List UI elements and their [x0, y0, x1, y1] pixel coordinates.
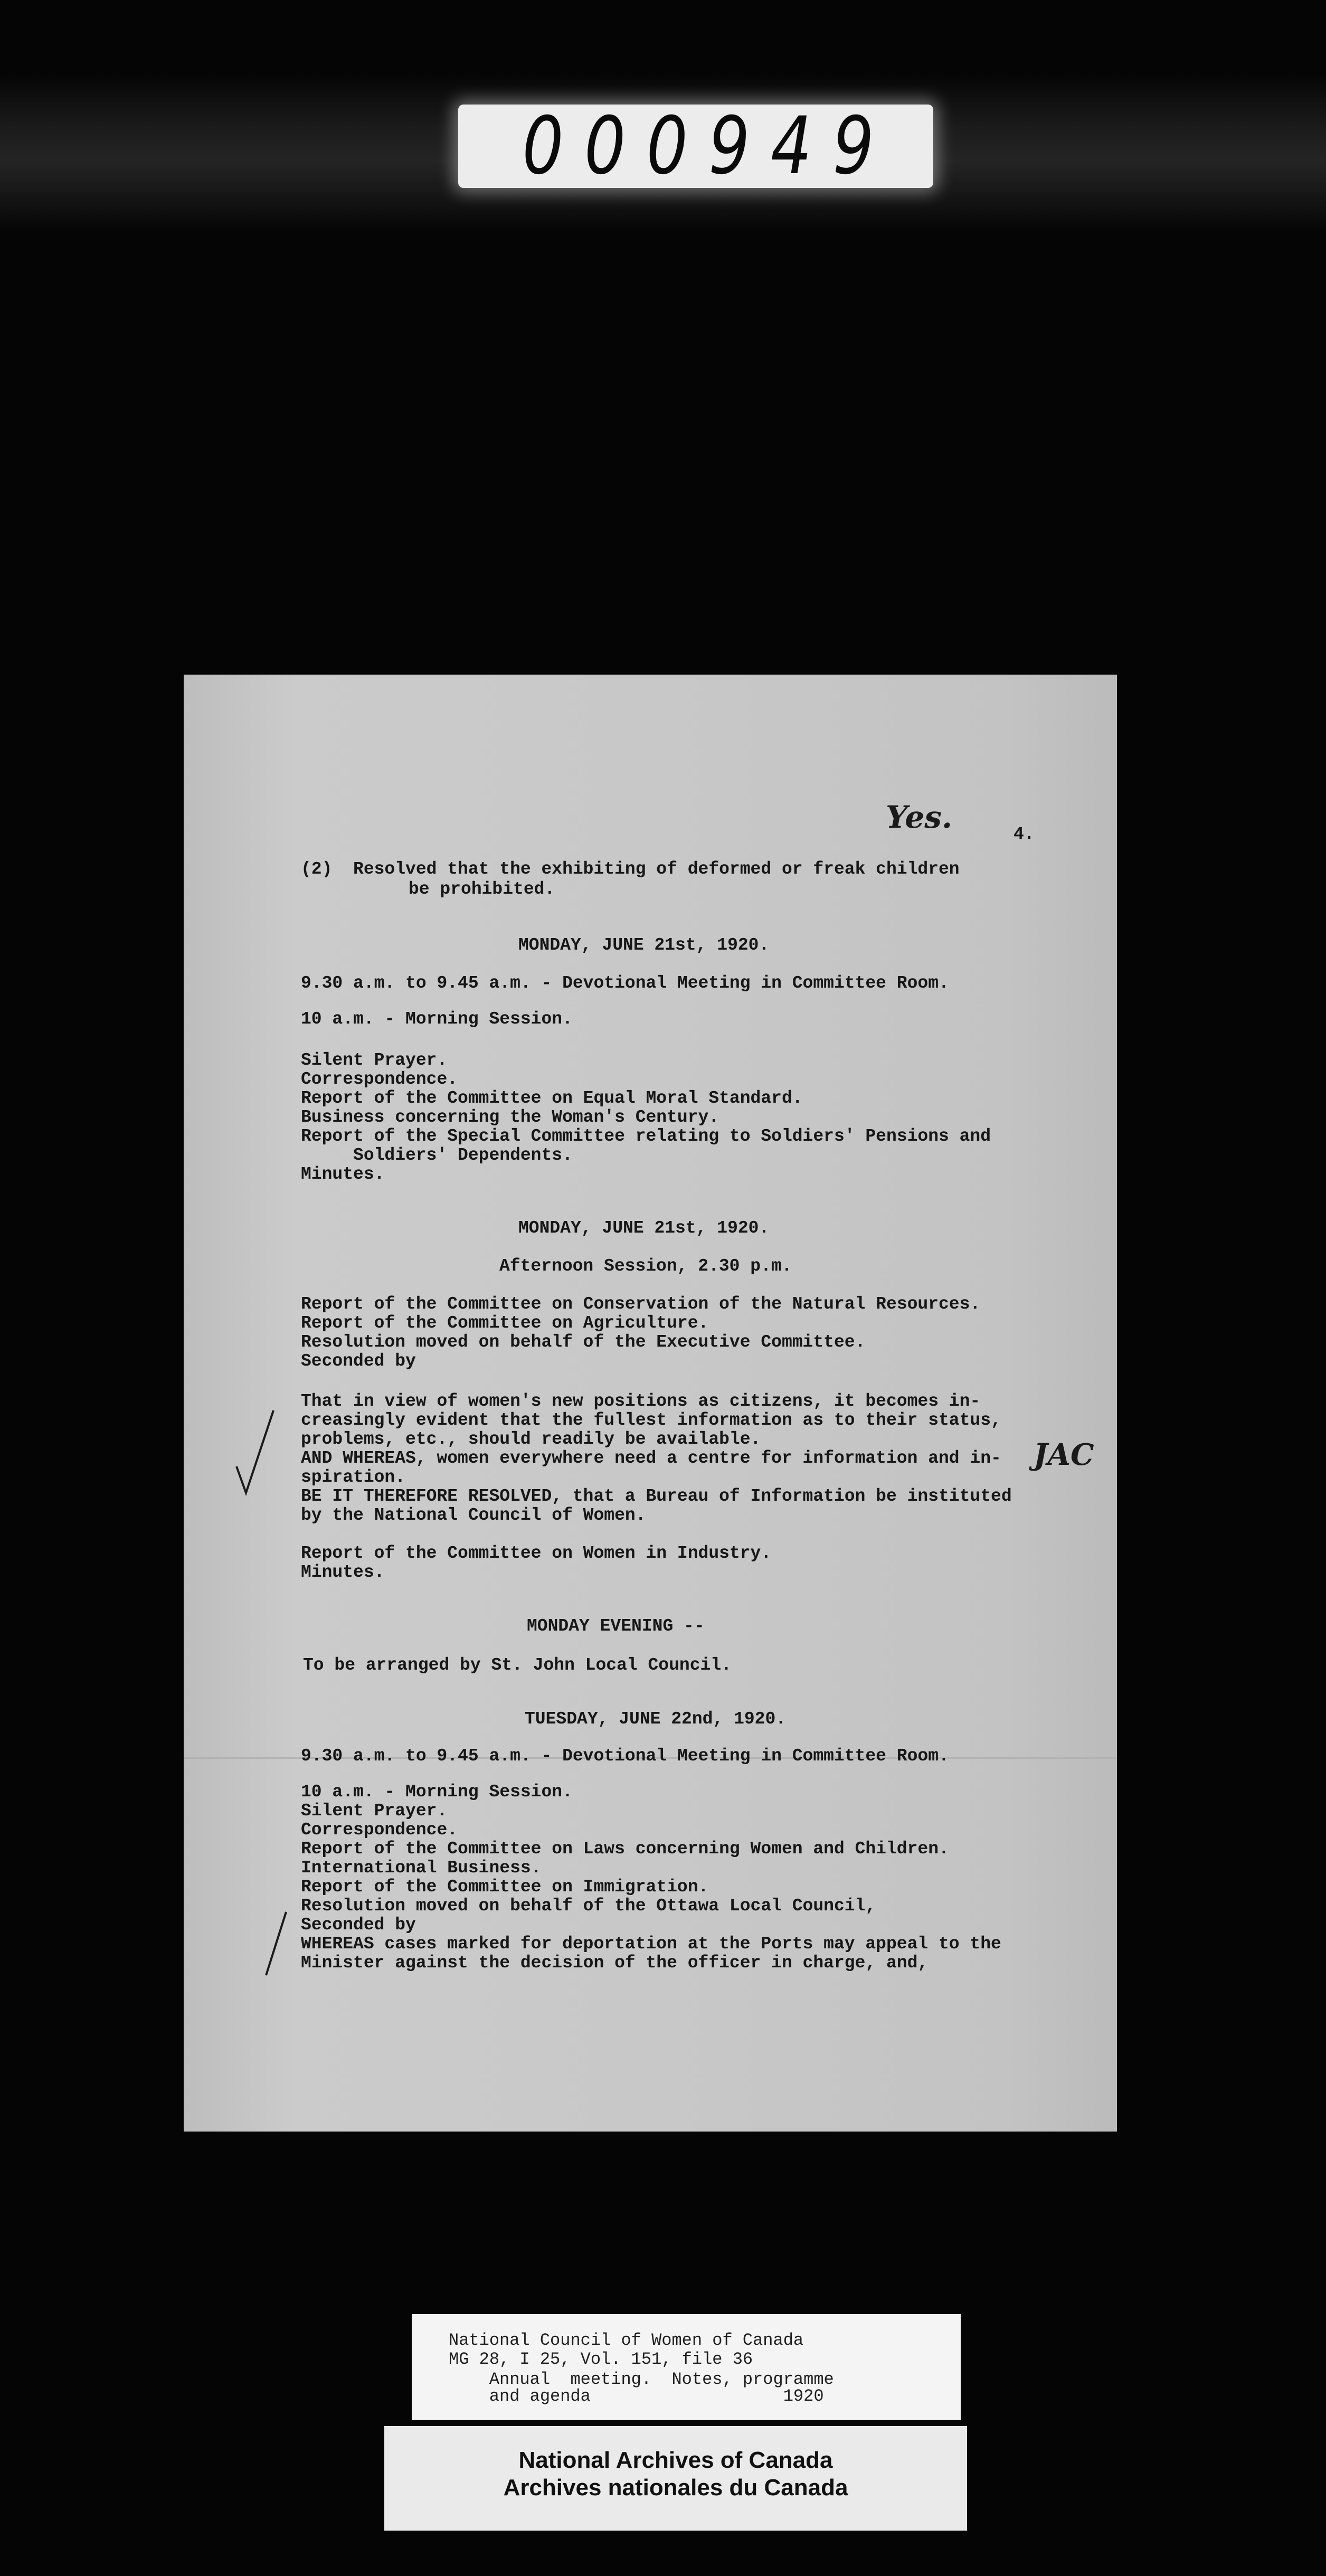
- archives-name-english: National Archives of Canada: [518, 2447, 833, 2473]
- national-archives-stamp: [384, 2426, 967, 2531]
- agenda-item: Report of the Committee on Laws concerning Women and Children.: [301, 1839, 949, 1859]
- resolution-2-line2: be prohibited.: [409, 879, 555, 899]
- archive-label-line2: MG 28, I 25, Vol. 151, file 36: [449, 2350, 753, 2369]
- agenda-item: Seconded by: [301, 1915, 416, 1935]
- morning-session-monday: 10 a.m. - Morning Session.: [301, 1009, 573, 1029]
- bureau-resolution-line: BE IT THEREFORE RESOLVED, that a Bureau of Information be instituted: [301, 1486, 1012, 1506]
- afternoon-session: Afternoon Session, 2.30 p.m.: [499, 1256, 792, 1276]
- agenda-item: Correspondence.: [301, 1069, 458, 1089]
- page-number: 4.: [1014, 825, 1035, 844]
- frame-number: 000949: [522, 100, 895, 192]
- agenda-item: Business concerning the Woman's Century.: [301, 1107, 719, 1127]
- agenda-item: Report of the Committee on Equal Moral Standard.: [301, 1088, 803, 1108]
- bureau-resolution-line: creasingly evident that the fullest information as to their status,: [301, 1410, 1001, 1430]
- heading-tuesday: TUESDAY, JUNE 22nd, 1920.: [525, 1709, 787, 1729]
- agenda-item: Report of the Committee on Immigration.: [301, 1877, 709, 1897]
- agenda-item: Silent Prayer.: [301, 1050, 448, 1070]
- agenda-item: Soldiers' Dependents.: [301, 1145, 573, 1165]
- bureau-resolution-line: spiration.: [301, 1467, 406, 1487]
- devotional-tuesday: 9.30 a.m. to 9.45 a.m. - Devotional Meeting in Committee Room.: [301, 1746, 949, 1766]
- bureau-resolution-line: AND WHEREAS, women everywhere need a centre for information and in-: [301, 1448, 1001, 1468]
- heading-monday-afternoon: MONDAY, JUNE 21st, 1920.: [518, 1218, 770, 1238]
- agenda-item: International Business.: [301, 1858, 542, 1878]
- agenda-item: Resolution moved on behalf of the Ottawa Local Council,: [301, 1896, 876, 1916]
- agenda-item: Report of the Committee on Agriculture.: [301, 1313, 709, 1333]
- agenda-item: Report of the Special Committee relating to Soldiers' Pensions and: [301, 1126, 991, 1146]
- archive-reference-label: [412, 2314, 961, 2420]
- handwritten-check-mark: [234, 1408, 277, 1498]
- agenda-item: Minutes.: [301, 1164, 385, 1184]
- resolution-2-line1: (2) Resolved that the exhibiting of deformed or freak children: [301, 859, 960, 879]
- agenda-item: Resolution moved on behalf of the Executive Committee.: [301, 1332, 866, 1352]
- archives-name-french: Archives nationales du Canada: [503, 2475, 848, 2501]
- bureau-resolution-line: problems, etc., should readily be available.: [301, 1429, 761, 1449]
- archive-label-line3: Annual meeting. Notes, programme: [449, 2370, 834, 2389]
- agenda-item: WHEREAS cases marked for deportation at the Ports may appeal to the: [301, 1934, 1001, 1954]
- heading-monday-morning: MONDAY, JUNE 21st, 1920.: [518, 935, 770, 955]
- frame-counter: [458, 100, 933, 192]
- handwritten-yes-note: Yes.: [886, 799, 953, 835]
- agenda-item: Correspondence.: [301, 1820, 458, 1840]
- devotional-monday: 9.30 a.m. to 9.45 a.m. - Devotional Meeting in Committee Room.: [301, 973, 949, 993]
- agenda-item: Minutes.: [301, 1562, 385, 1582]
- document-text: [184, 675, 1117, 2132]
- bureau-resolution-line: That in view of women's new positions as citizens, it becomes in-: [301, 1391, 981, 1411]
- agenda-item: Silent Prayer.: [301, 1801, 448, 1821]
- handwritten-initials: JAC: [1034, 1437, 1094, 1472]
- agenda-item: Seconded by: [301, 1351, 416, 1371]
- handwritten-check-mark: [263, 1910, 289, 1978]
- archive-label-line4: and agenda 1920: [449, 2386, 824, 2406]
- bureau-resolution-line: by the National Council of Women.: [301, 1505, 646, 1525]
- agenda-item: 10 a.m. - Morning Session.: [301, 1782, 573, 1802]
- archive-label-line1: National Council of Women of Canada: [449, 2331, 804, 2350]
- agenda-item: Report of the Committee on Women in Industry.: [301, 1543, 772, 1563]
- agenda-item: Minister against the decision of the officer in charge, and,: [301, 1953, 929, 1973]
- agenda-item: Report of the Committee on Conservation of the Natural Resources.: [301, 1294, 981, 1314]
- heading-monday-evening: MONDAY EVENING --: [527, 1616, 705, 1636]
- evening-note: To be arranged by St. John Local Council.: [303, 1655, 732, 1675]
- document-page: [184, 675, 1117, 2132]
